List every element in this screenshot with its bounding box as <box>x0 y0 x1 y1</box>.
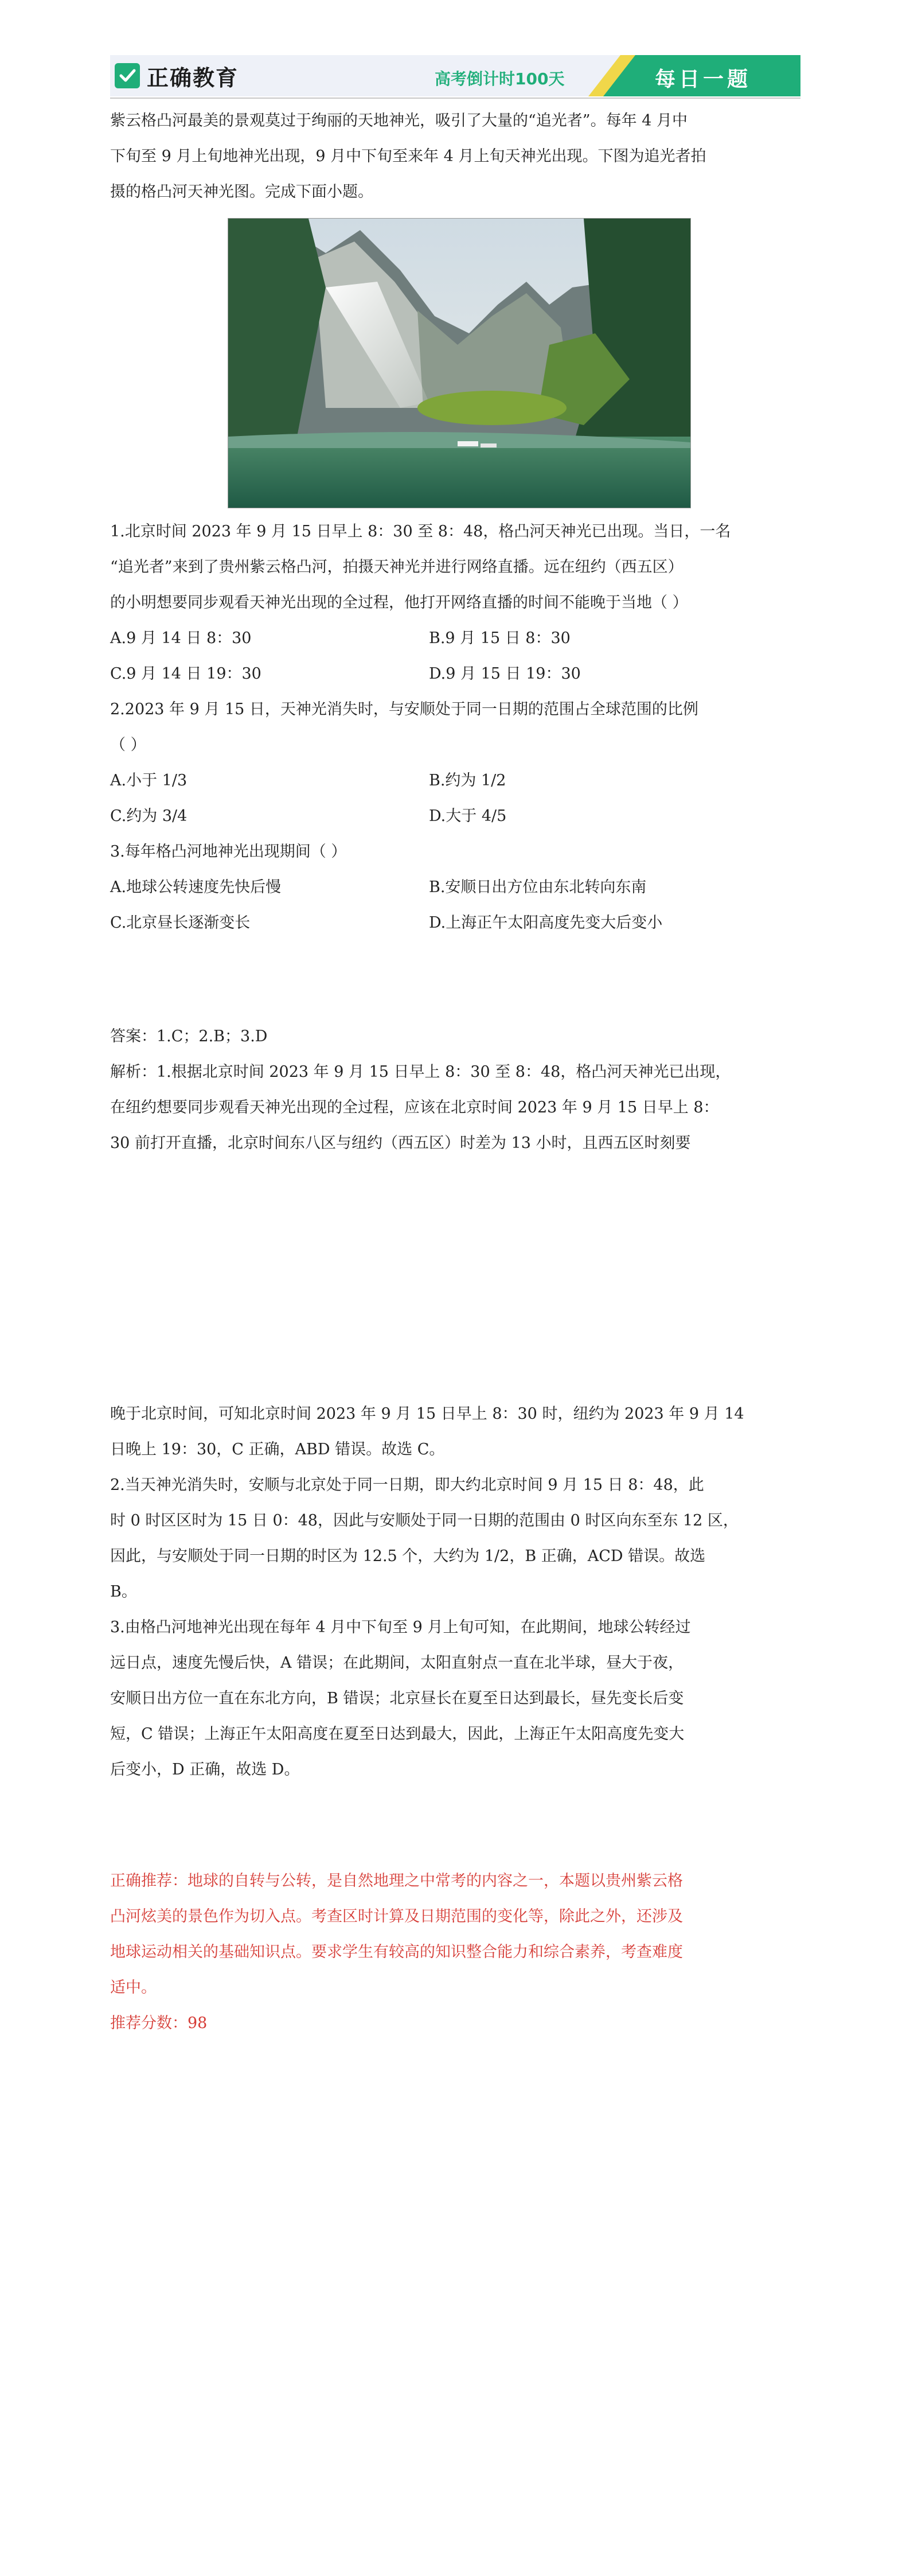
analysis-line: 30 前打开直播，北京时间东八区与纽约（西五区）时差为 13 小时，且西五区时刻要 <box>110 1134 691 1152</box>
analysis-line: 因此，与安顺处于同一日期的时区为 12.5 个，大约为 1/2，B 正确，ACD 错误。故选 <box>110 1547 706 1565</box>
analysis-line: 后变小，D 正确，故选 D。 <box>110 1761 300 1779</box>
answer-line: 答案：1.C；2.B；3.D <box>110 1028 268 1045</box>
recommend-line: 地球运动相关的基础知识点。要求学生有较高的知识整合能力和综合素养，考查难度 <box>110 1943 683 1961</box>
question-1-line: 的小明想要同步观看天神光出现的全过程，他打开网络直播的时间不能晚于当地（ ） <box>110 594 688 612</box>
option-row <box>110 905 804 941</box>
analysis-line: 日晚上 19：30，C 正确，ABD 错误。故选 C。 <box>110 1441 445 1458</box>
option-b: B.安顺日出方位由东北转向东南 <box>429 878 647 896</box>
canyon-photo <box>228 218 691 508</box>
intro-line: 摄的格凸河天神光图。完成下面小题。 <box>110 183 373 201</box>
analysis-line: 时 0 时区区时为 15 日 0：48，因此与安顺处于同一日期的范围由 0 时区向东至东 12 区， <box>110 1512 739 1530</box>
brand-name: 正确教育 <box>147 65 239 91</box>
intro-line: 紫云格凸河最美的景观莫过于绚丽的天地神光，吸引了大量的“追光者”。每年 4 月中 <box>110 112 688 130</box>
question-2-line: 2.2023 年 9 月 15 日，天神光消失时，与安顺处于同一日期的范围占全球范围的比例 <box>110 701 698 718</box>
analysis-line: 解析：1.根据北京时间 2023 年 9 月 15 日早上 8：30 至 8：48，格凸河天神光已出现， <box>110 1063 731 1081</box>
check-icon <box>115 63 140 88</box>
option-row <box>110 656 804 692</box>
analysis-line: 晚于北京时间，可知北京时间 2023 年 9 月 15 日早上 8：30 时，纽约为 2023 年 9 月 14 <box>110 1405 744 1423</box>
brand-logo <box>115 61 239 91</box>
analysis-line: 安顺日出方位一直在东北方向，B 错误；北京昼长在夏至日达到最长，昼先变长后变 <box>110 1690 684 1707</box>
option-d: D.大于 4/5 <box>429 807 507 825</box>
analysis-line: 短，C 错误；上海正午太阳高度在夏至日达到最大，因此，上海正午太阳高度先变大 <box>110 1725 685 1743</box>
analysis-line: 3.由格凸河地神光出现在每年 4 月中下旬至 9 月上旬可知，在此期间，地球公转经过 <box>110 1618 691 1636</box>
option-a: A.地球公转速度先快后慢 <box>110 878 282 896</box>
option-row <box>110 799 804 834</box>
option-d: D.9 月 15 日 19：30 <box>429 665 581 683</box>
analysis-line: 远日点，速度先慢后快，A 错误；在此期间，太阳直射点一直在北半球，昼大于夜， <box>110 1654 684 1672</box>
recommend-line: 凸河炫美的景色作为切入点。考查区时计算及日期范围的变化等，除此之外，还涉及 <box>110 1908 683 1925</box>
option-row <box>110 621 804 656</box>
option-c: C.约为 3/4 <box>110 807 188 825</box>
page-header <box>110 55 800 96</box>
recommend-line: 适中。 <box>110 1979 157 1997</box>
option-b: B.9 月 15 日 8：30 <box>429 629 571 647</box>
recommend-score: 推荐分数：98 <box>110 2014 208 2032</box>
question-1-line: “追光者”来到了贵州紫云格凸河，拍摄天神光并进行网络直播。远在纽约（西五区） <box>110 558 684 576</box>
countdown-label: 高考倒计时100天 <box>435 69 565 88</box>
header-divider <box>110 98 800 99</box>
option-b: B.约为 1/2 <box>429 772 506 789</box>
question-1-line: 1.北京时间 2023 年 9 月 15 日早上 8：30 至 8：48，格凸河天神光已出现。当日，一名 <box>110 523 731 540</box>
option-row <box>110 763 804 799</box>
analysis-line: B。 <box>110 1583 137 1601</box>
option-row <box>110 870 804 905</box>
recommend-line: 正确推荐：地球的自转与公转，是自然地理之中常考的内容之一，本题以贵州紫云格 <box>110 1872 683 1890</box>
option-c: C.9 月 14 日 19：30 <box>110 665 261 683</box>
intro-line: 下旬至 9 月上旬地神光出现，9 月中下旬至来年 4 月上旬天神光出现。下图为追光者拍 <box>110 147 706 165</box>
question-3-line: 3.每年格凸河地神光出现期间（ ） <box>110 843 347 861</box>
analysis-line: 在纽约想要同步观看天神光出现的全过程，应该在北京时间 2023 年 9 月 15 日早上 8： <box>110 1099 719 1116</box>
question-2-line: （ ） <box>110 736 146 754</box>
daily-question-label: 每日一题 <box>655 68 752 91</box>
analysis-line: 2.当天神光消失时，安顺与北京处于同一日期，即大约北京时间 9 月 15 日 8：48，此 <box>110 1476 704 1494</box>
option-a: A.9 月 14 日 8：30 <box>110 629 252 647</box>
option-d: D.上海正午太阳高度先变大后变小 <box>429 914 663 932</box>
option-a: A.小于 1/3 <box>110 772 188 789</box>
option-c: C.北京昼长逐渐变长 <box>110 914 251 932</box>
